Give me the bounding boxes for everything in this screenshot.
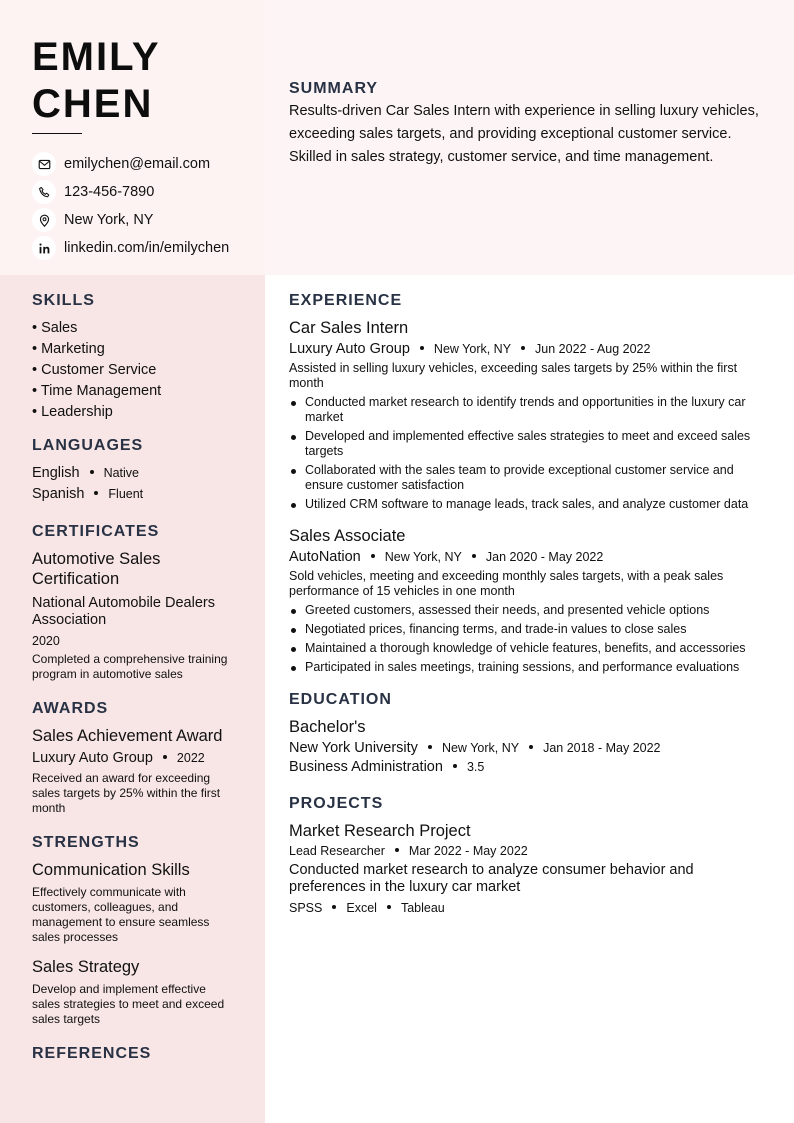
summary-text: Results-driven Car Sales Intern with experience in selling luxury vehicles, exceeding sales targets, and providing exceptional customer service. Skilled in sales strategy, customer service, and time management. (289, 103, 759, 165)
separator-dot (472, 554, 476, 558)
strength-name: Sales Strategy (32, 958, 140, 976)
job-location: New York, NY (433, 342, 512, 356)
email-text[interactable]: emilychen@email.com (64, 156, 211, 172)
separator-dot (420, 346, 424, 350)
summary-panel (265, 0, 794, 275)
strength-name: Communication Skills (32, 861, 190, 879)
project-role: Lead Researcher (289, 844, 385, 858)
separator-dot (332, 905, 336, 909)
strength-item (32, 860, 237, 945)
job-bullet: Developed and implemented effective sales strategies to meet and exceed sales targets (289, 429, 774, 459)
envelope-icon (32, 152, 56, 176)
job-bullet: Conducted market research to identify trends and opportunities in the luxury car market (289, 395, 774, 425)
project-dates: Mar 2022 - May 2022 (408, 844, 528, 858)
separator-dot (529, 745, 533, 749)
job-company: AutoNation (289, 549, 361, 565)
award-description: Received an award for exceeding sales targets by 25% within the first month (32, 771, 221, 815)
job-entry (289, 526, 774, 675)
skills-title: SKILLS (32, 292, 95, 309)
skill-item: • Sales (32, 320, 78, 336)
separator-dot (387, 905, 391, 909)
education-dates: Jan 2018 - May 2022 (543, 741, 661, 755)
sidebar-content (32, 292, 237, 1077)
skill-item: • Marketing (32, 341, 105, 357)
contact-email (32, 150, 262, 178)
education-degree: Bachelor's (289, 718, 366, 736)
education-field-row (289, 759, 774, 775)
projects-section (289, 795, 774, 915)
job-dates: Jun 2022 - Aug 2022 (535, 342, 651, 356)
language-name: English (32, 465, 80, 481)
certificate-description: Completed a comprehensive training program in automotive sales (32, 652, 228, 681)
skill-item: • Time Management (32, 383, 162, 399)
certificate-issuer: National Automobile Dealers Association (32, 595, 215, 628)
education-meta (289, 740, 774, 756)
location-text: New York, NY (64, 212, 154, 228)
header-panel (0, 0, 265, 275)
project-tool: SPSS (289, 901, 323, 915)
name-divider (32, 133, 82, 134)
name-first: EMILY (32, 35, 161, 79)
references-title: REFERENCES (32, 1045, 152, 1062)
separator-dot (94, 491, 98, 495)
project-description: Conducted market research to analyze consumer behavior and preferences in the luxury car market (289, 862, 694, 895)
project-name: Market Research Project (289, 822, 471, 840)
separator-dot (521, 346, 525, 350)
project-tool: Excel (346, 901, 377, 915)
project-meta (289, 844, 774, 858)
separator-dot (371, 554, 375, 558)
references-section (32, 1045, 237, 1063)
award-year: 2022 (176, 751, 205, 765)
experience-title: EXPERIENCE (289, 292, 403, 309)
job-title: Sales Associate (289, 527, 406, 545)
linkedin-icon (32, 236, 56, 260)
strengths-title: STRENGTHS (32, 834, 140, 851)
skill-item: • Leadership (32, 404, 113, 420)
job-dates: Jan 2020 - May 2022 (485, 550, 604, 564)
job-company: Luxury Auto Group (289, 341, 410, 357)
strength-item (32, 957, 237, 1027)
education-location: New York, NY (441, 741, 520, 755)
award-name: Sales Achievement Award (32, 727, 223, 745)
candidate-name (32, 34, 252, 128)
award-meta (32, 750, 237, 766)
language-item (32, 484, 237, 505)
skills-section (32, 292, 237, 423)
job-bullet: Negotiated prices, financing terms, and trade-in values to close sales (289, 622, 774, 637)
separator-dot (395, 848, 399, 852)
awards-section (32, 700, 237, 816)
job-bullet: Greeted customers, assessed their needs, and presented vehicle options (289, 603, 774, 618)
separator-dot (453, 764, 457, 768)
job-bullet: Maintained a thorough knowledge of vehicle features, benefits, and accessories (289, 641, 774, 656)
job-entry (289, 318, 774, 512)
projects-title: PROJECTS (289, 795, 384, 812)
strength-description: Effectively communicate with customers, colleagues, and management to ensure seamless sales processes (32, 885, 210, 944)
education-field: Business Administration (289, 759, 443, 775)
certificate-year: 2020 (32, 634, 60, 648)
linkedin-text[interactable]: linkedin.com/in/emilychen (64, 240, 230, 256)
summary-section (289, 80, 769, 169)
skill-item: • Customer Service (32, 362, 157, 378)
certificate-name: Automotive Sales Certification (32, 550, 161, 588)
education-title: EDUCATION (289, 691, 392, 708)
job-location: New York, NY (384, 550, 462, 564)
job-title: Car Sales Intern (289, 319, 409, 337)
job-bullet: Participated in sales meetings, training sessions, and performance evaluations (289, 660, 774, 675)
job-meta (289, 549, 774, 565)
certificates-title: CERTIFICATES (32, 523, 160, 540)
language-item (32, 463, 237, 484)
phone-icon (32, 180, 56, 204)
job-bullets (289, 395, 774, 512)
language-level: Native (103, 466, 139, 480)
location-pin-icon (32, 208, 56, 232)
project-tools (289, 901, 774, 915)
main-column (265, 275, 794, 1123)
job-bullets (289, 603, 774, 675)
strengths-section (32, 834, 237, 1027)
contact-linkedin (32, 234, 262, 262)
phone-text[interactable]: 123-456-7890 (64, 184, 155, 200)
job-description: Assisted in selling luxury vehicles, exceeding sales targets by 25% within the first month (289, 361, 738, 390)
job-bullet: Utilized CRM software to manage leads, track sales, and analyze customer data (289, 497, 774, 512)
language-name: Spanish (32, 486, 85, 502)
education-school: New York University (289, 740, 418, 756)
job-meta (289, 341, 774, 357)
awards-title: AWARDS (32, 700, 109, 717)
separator-dot (90, 470, 94, 474)
language-level: Fluent (108, 487, 144, 501)
summary-title: SUMMARY (289, 80, 379, 97)
project-tool: Tableau (400, 901, 445, 915)
main-content (289, 292, 774, 931)
languages-title: LANGUAGES (32, 437, 144, 454)
contact-location (32, 206, 262, 234)
contact-list (32, 150, 262, 262)
certificates-section (32, 523, 237, 682)
experience-section (289, 292, 774, 675)
contact-phone (32, 178, 262, 206)
education-section (289, 691, 774, 775)
award-org: Luxury Auto Group (32, 750, 153, 766)
sidebar (0, 275, 265, 1123)
languages-section (32, 437, 237, 505)
job-bullet: Collaborated with the sales team to provide exceptional customer service and ensure customer satisfaction (289, 463, 774, 493)
separator-dot (428, 745, 432, 749)
job-description: Sold vehicles, meeting and exceeding monthly sales targets, with a peak sales performance of 15 vehicles in one month (289, 569, 724, 598)
education-gpa: 3.5 (466, 760, 485, 774)
separator-dot (163, 755, 167, 759)
strength-description: Develop and implement effective sales strategies to meet and exceed sales targets (32, 982, 225, 1026)
name-last: CHEN (32, 82, 154, 126)
